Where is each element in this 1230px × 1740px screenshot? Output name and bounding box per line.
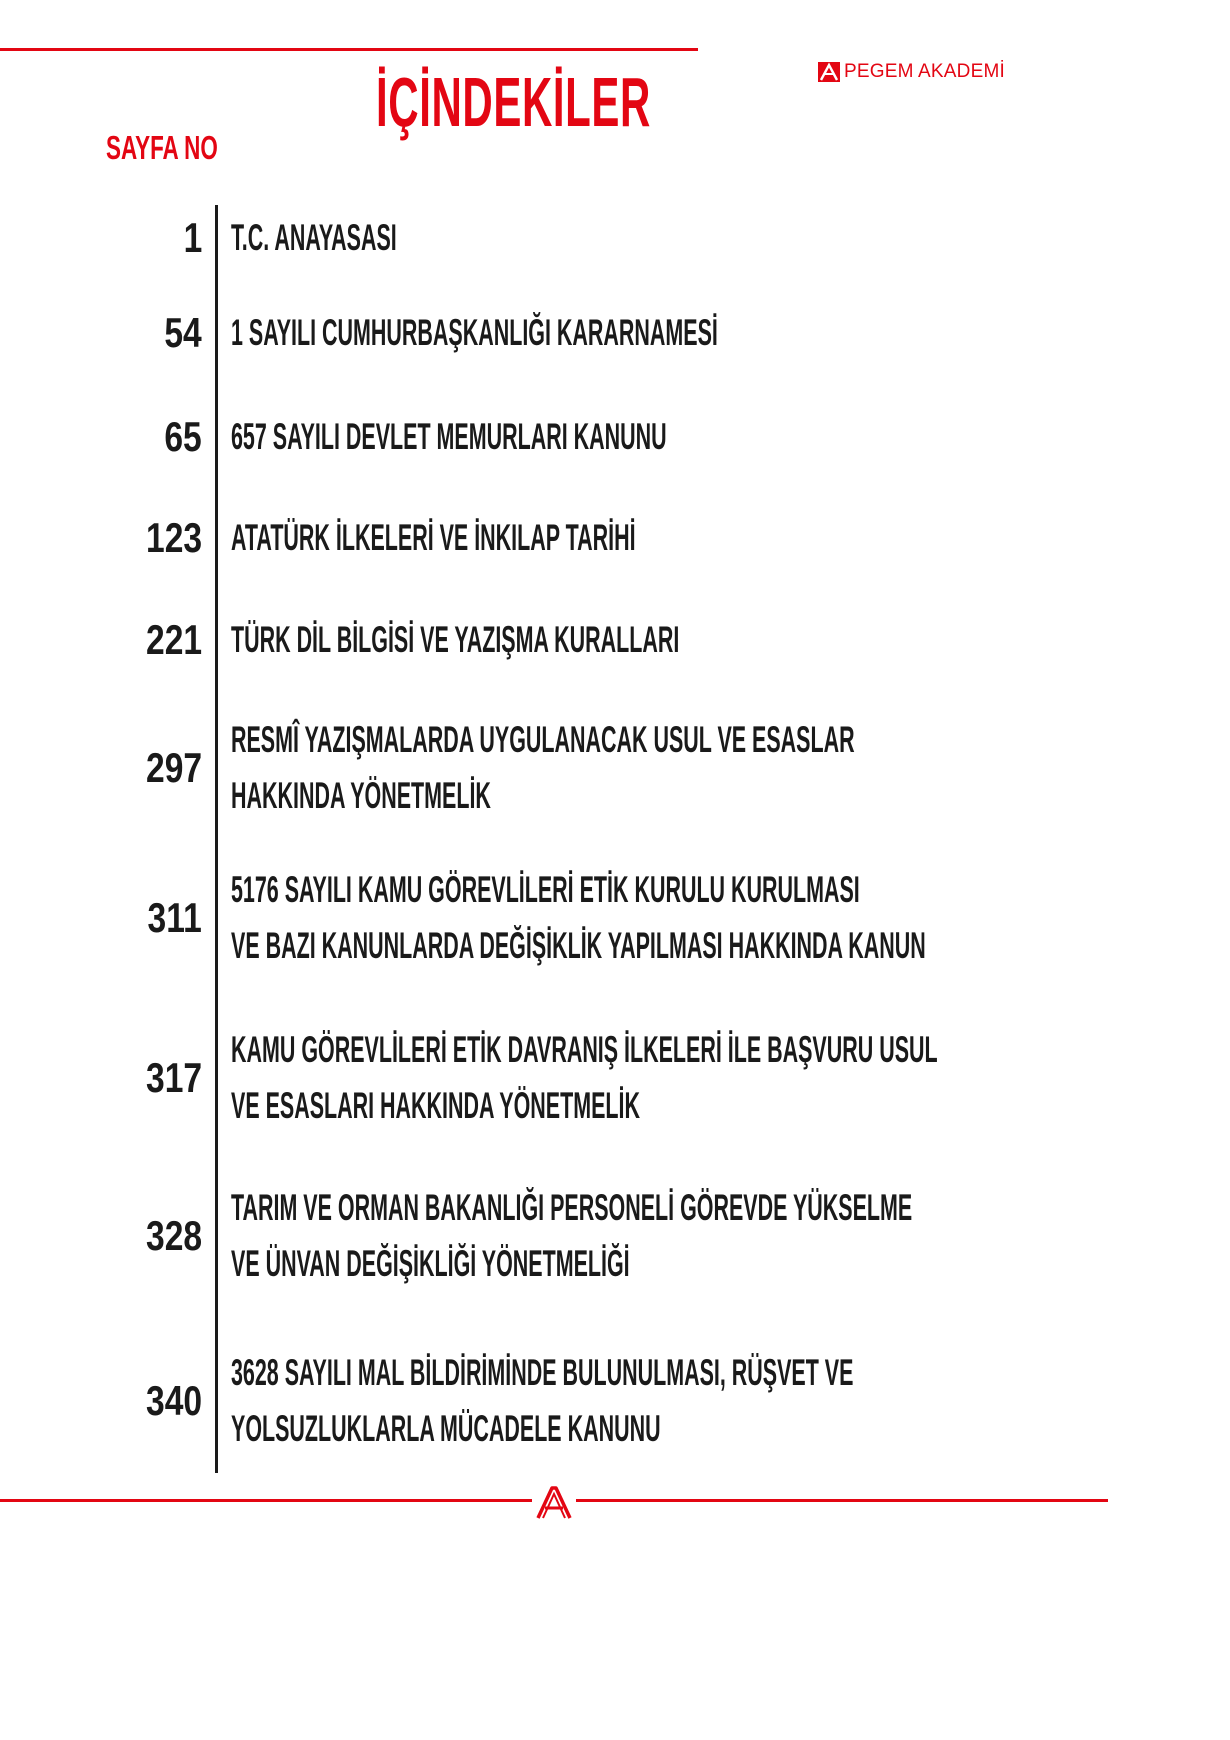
toc-page-number: 54 (164, 309, 202, 356)
toc-title-line: T.C. ANAYASASI (231, 217, 397, 258)
toc-title-line: 5176 SAYILI KAMU GÖREVLİLERİ ETİK KURULU KURULMASI (231, 869, 860, 910)
page-title: İÇİNDEKİLER (376, 63, 651, 141)
toc-entry[interactable] (0, 409, 1108, 465)
toc-page-number: 221 (145, 616, 202, 663)
toc-title-line: TARIM VE ORMAN BAKANLIĞI PERSONELİ GÖREVDE YÜKSELME (231, 1187, 913, 1228)
toc-entry[interactable] (0, 210, 1108, 266)
toc-entry[interactable] (0, 1022, 1108, 1134)
toc-page-number: 317 (145, 1054, 202, 1101)
publisher-brand (818, 60, 1005, 84)
toc-title-line: RESMÎ YAZIŞMALARDA UYGULANACAK USUL VE ESASLAR (231, 719, 855, 760)
toc-title-line: VE ESASLARI HAKKINDA YÖNETMELİK (231, 1085, 640, 1126)
toc-page-number: 340 (145, 1377, 202, 1424)
toc-page-number: 328 (145, 1212, 202, 1259)
page-number-column-label: SAYFA NO (106, 129, 218, 166)
toc-title-line: 1 SAYILI CUMHURBAŞKANLIĞI KARARNAMESİ (231, 312, 718, 353)
toc-page-number: 297 (145, 744, 202, 791)
toc-title-line: ATATÜRK İLKELERİ VE İNKILAP TARİHİ (231, 517, 636, 558)
toc-entry[interactable] (0, 712, 1108, 824)
toc-title-line: KAMU GÖREVLİLERİ ETİK DAVRANIŞ İLKELERİ İLE BAŞVURU USUL (231, 1029, 938, 1070)
toc-title-line: 3628 SAYILI MAL BİLDİRİMİNDE BULUNULMASI, RÜŞVET VE (231, 1352, 854, 1393)
toc-title-line: TÜRK DİL BİLGİSİ VE YAZIŞMA KURALLARI (231, 619, 680, 660)
pegem-a-logo-icon (532, 1482, 576, 1522)
toc-entry[interactable] (0, 862, 1108, 974)
toc-title-line: VE BAZI KANUNLARDA DEĞİŞİKLİK YAPILMASI HAKKINDA KANUN (231, 925, 926, 966)
toc-title-line: YOLSUZLUKLARLA MÜCADELE KANUNU (231, 1408, 661, 1449)
toc-entry[interactable] (0, 305, 1108, 361)
toc-page-number: 1 (183, 214, 202, 261)
toc-title-line: 657 SAYILI DEVLET MEMURLARI KANUNU (231, 416, 667, 457)
header-rule (0, 48, 698, 51)
publisher-name: PEGEM AKADEMİ (844, 61, 1005, 82)
toc-entry[interactable] (0, 1180, 1108, 1292)
toc-page-number: 311 (147, 894, 202, 941)
toc-page-number: 123 (145, 514, 202, 561)
toc-entry[interactable] (0, 1345, 1108, 1457)
toc-page-number: 65 (164, 413, 202, 460)
toc-entry[interactable] (0, 612, 1108, 668)
toc-title-line: VE ÜNVAN DEĞİŞİKLİĞİ YÖNETMELİĞİ (231, 1243, 630, 1284)
toc-entry[interactable] (0, 510, 1108, 566)
pegem-a-logo-icon (818, 62, 840, 82)
toc-title-line: HAKKINDA YÖNETMELİK (231, 775, 491, 816)
